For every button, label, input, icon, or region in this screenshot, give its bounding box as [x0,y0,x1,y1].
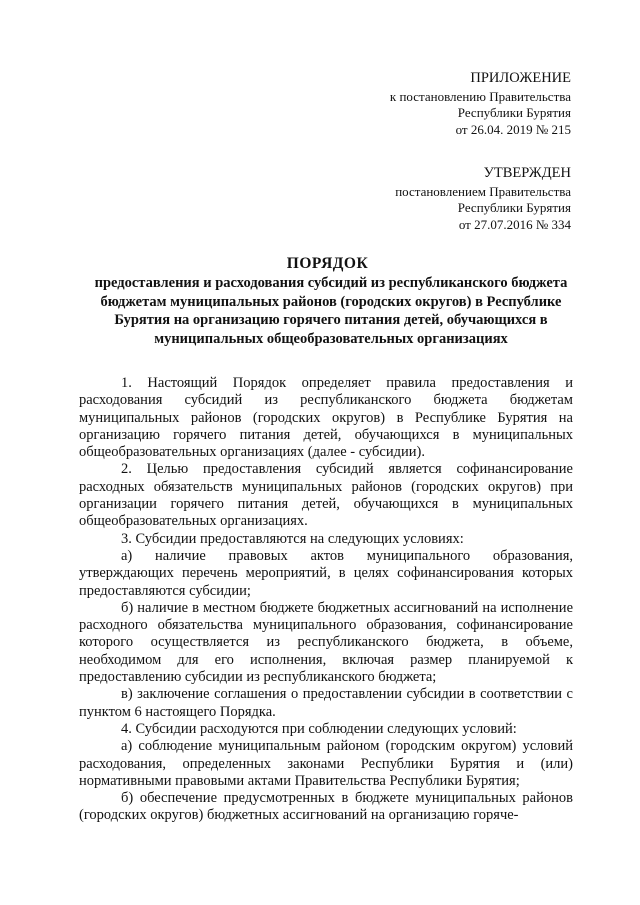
paragraph: а) наличие правовых актов муниципального образования, утверждающих перечень мероприятий, в целях софинансирования которых предоставляются субсидии; [79,547,573,599]
appendix-line: к постановлению Правительства [389,88,571,104]
appendix-line: Республики Бурятия [457,105,571,120]
document-body [79,375,573,825]
approved-line: от 27.07.2016 № 334 [458,216,571,232]
paragraph: а) соблюдение муниципальным районом (городским округом) условий расходования, определенных законами Республики Бурятия и (или) нормативными правовыми актами Правительства Республики Бурятия; [79,738,573,789]
appendix-line: от 26.04. 2019 № 215 [455,121,571,137]
appendix-heading: ПРИЛОЖЕНИЕ [470,70,571,86]
paragraph: в) заключение соглашения о предоставлении субсидии в соответствии с пунктом 6 настоящего Порядка. [79,686,573,720]
paragraph: 2. Целью предоставления субсидий является софинансирование расходных обязательств муниципальных районов (городских округов) при организации горячего питания детей, обучающихся в муниципальных общеобразовательных организациях. [79,461,573,530]
approved-line: Республики Бурятия [457,200,571,215]
approved-line: постановлением Правительства [395,183,571,199]
document-subtitle: предоставления и расходования субсидий из республиканского бюджета бюджетам муниципальных районов (городских округов) в Республике Бурятия на организацию горячего питания детей, обучающихся в муниципальных общеобразовательных организациях [94,275,568,347]
paragraph: 3. Субсидии предоставляются на следующих условиях: [121,530,464,547]
approved-heading: УТВЕРЖДЕН [483,165,571,181]
paragraph: б) обеспечение предусмотренных в бюджете муниципальных районов (городских округов) бюджетных ассигнований на организацию горяче- [79,790,573,824]
paragraph: б) наличие в местном бюджете бюджетных ассигнований на исполнение расходного обязательства муниципального образования, софинансирование которого осуществляется из республиканского бюджета, в объеме, необходимом для его исполнения, включая размер планируемой к предоставлению субсидии из республиканского бюджета; [79,599,573,686]
appendix-block [390,70,571,138]
document-title: ПОРЯДОК [286,255,369,272]
paragraph: 4. Субсидии расходуются при соблюдении следующих условий: [121,720,517,737]
paragraph: 1. Настоящий Порядок определяет правила предоставления и расходования субсидий из республиканского бюджета бюджетам муниципальных районов (городских округов) в Республике Бурятия на организацию горячего питания детей, обучающихся в муниципальных общеобразовательных организациях (далее - субсидии). [79,375,573,461]
approved-block [395,165,571,233]
